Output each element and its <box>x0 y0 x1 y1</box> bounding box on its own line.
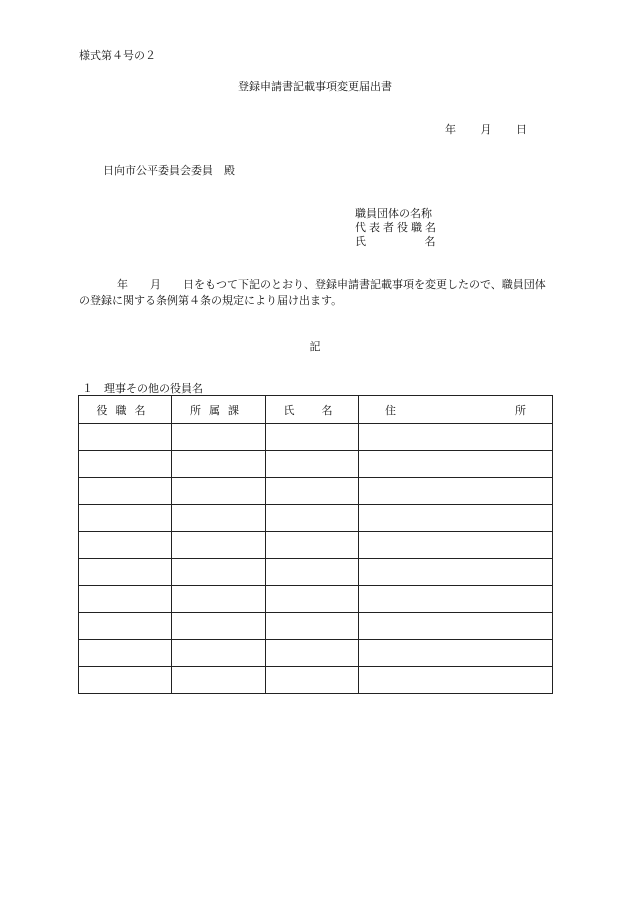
date-day-label: 日 <box>516 123 527 136</box>
officers-table <box>78 395 553 694</box>
date-line <box>445 121 527 137</box>
cell-name <box>266 451 359 478</box>
date-month-label: 月 <box>480 123 492 136</box>
cell-position <box>79 451 172 478</box>
table-row <box>79 451 553 478</box>
person-name-label-1: 氏 <box>355 235 366 248</box>
addressee: 日向市公平委員会委員 殿 <box>103 164 235 177</box>
table-row <box>79 424 553 451</box>
cell-name <box>266 505 359 532</box>
cell-department <box>172 505 266 532</box>
table-row <box>79 640 553 667</box>
cell-position <box>79 640 172 667</box>
date-year-label: 年 <box>445 123 456 136</box>
cell-position <box>79 424 172 451</box>
cell-name <box>266 586 359 613</box>
cell-address <box>359 667 553 694</box>
cell-name <box>266 667 359 694</box>
header-department: 所属課 <box>172 396 266 424</box>
cell-position <box>79 559 172 586</box>
cell-department <box>172 532 266 559</box>
cell-position <box>79 532 172 559</box>
cell-position <box>79 667 172 694</box>
representative-title-label: 代表者役職名 <box>355 221 439 234</box>
cell-name <box>266 532 359 559</box>
cell-position <box>79 505 172 532</box>
table-row <box>79 667 553 694</box>
organization-block <box>355 207 439 249</box>
table-row <box>79 532 553 559</box>
cell-address <box>359 532 553 559</box>
body-paragraph <box>79 277 554 309</box>
header-address-2: 所 <box>515 403 526 417</box>
cell-name <box>266 424 359 451</box>
cell-address <box>359 586 553 613</box>
form-number: 様式第４号の２ <box>79 49 156 62</box>
table-row <box>79 586 553 613</box>
person-name-label-2: 名 <box>424 235 436 248</box>
header-position: 役職名 <box>79 396 172 424</box>
cell-address <box>359 424 553 451</box>
person-name-label <box>355 235 439 249</box>
cell-position <box>79 613 172 640</box>
table-row <box>79 559 553 586</box>
ki-heading: 記 <box>309 340 321 353</box>
cell-department <box>172 613 266 640</box>
header-address <box>359 396 553 424</box>
table-row <box>79 505 553 532</box>
cell-name <box>266 478 359 505</box>
cell-address <box>359 559 553 586</box>
body-year-label: 年 <box>117 278 128 291</box>
cell-address <box>359 505 553 532</box>
table-row <box>79 613 553 640</box>
organization-name-label: 職員団体の名称 <box>355 207 432 220</box>
cell-department <box>172 559 266 586</box>
cell-position <box>79 586 172 613</box>
cell-department <box>172 640 266 667</box>
table-row <box>79 478 553 505</box>
document-title: 登録申請書記載事項変更届出書 <box>238 80 392 93</box>
cell-address <box>359 640 553 667</box>
cell-address <box>359 478 553 505</box>
header-name: 氏 名 <box>266 396 359 424</box>
cell-name <box>266 559 359 586</box>
body-main-text: 日をもつて下記のとおり、登録申請書記載事項を変更したので、職員団体の登録に関する条例第４条の規定により届け出ます。 <box>79 278 546 307</box>
header-address-1: 住 <box>385 403 396 417</box>
body-month-label: 月 <box>150 278 161 291</box>
cell-department <box>172 451 266 478</box>
table-header-row <box>79 396 553 424</box>
cell-department <box>172 586 266 613</box>
cell-department <box>172 424 266 451</box>
section-label: １ 理事その他の役員名 <box>82 382 203 395</box>
cell-address <box>359 451 553 478</box>
cell-address <box>359 613 553 640</box>
cell-department <box>172 478 266 505</box>
cell-name <box>266 640 359 667</box>
cell-name <box>266 613 359 640</box>
cell-department <box>172 667 266 694</box>
cell-position <box>79 478 172 505</box>
